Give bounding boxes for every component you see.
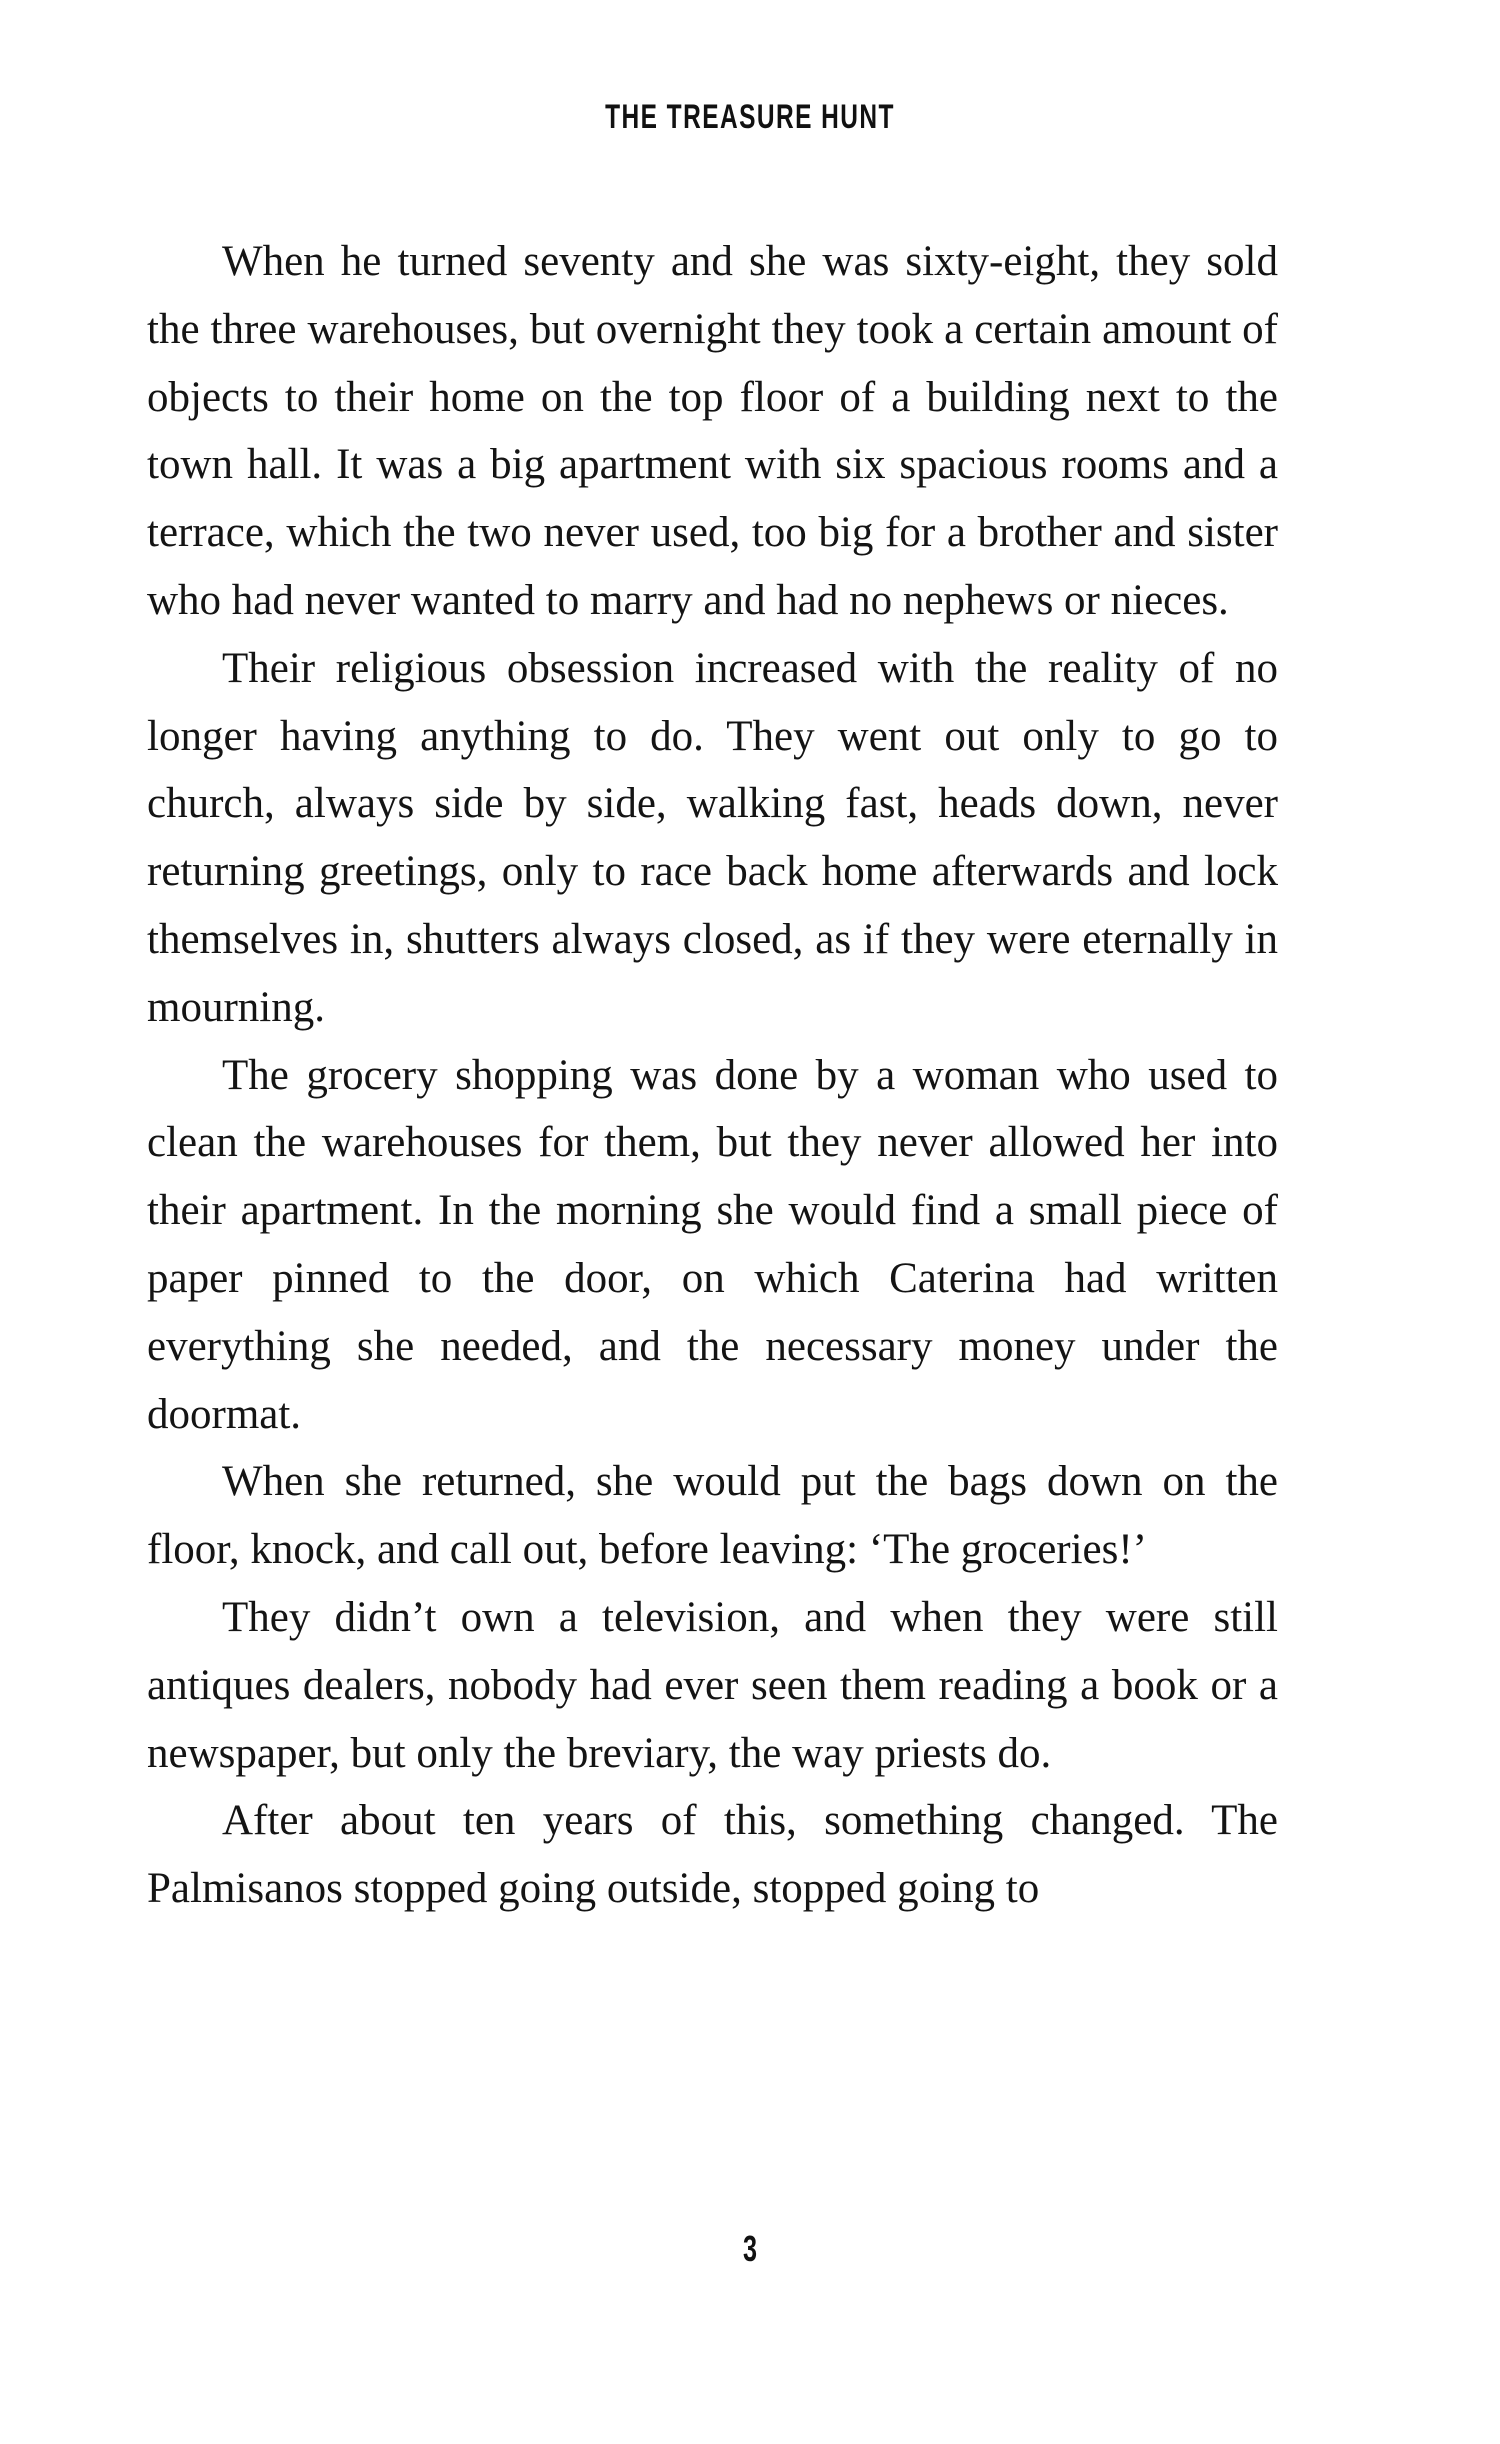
paragraph-3: The grocery shopping was done by a woman who used to clean the warehouses for them, but they never allowed her into their apartment. In the morning she would find a small piece of paper pinned to the door, on which Caterina had written everything she needed, and the necessary money under the doormat. [147, 1051, 1278, 1438]
page-number: 3 [742, 2228, 758, 2269]
paragraph-1: When he turned seventy and she was sixty-eight, they sold the three warehouses, but overnight they took a certain amount of objects to their home on the top floor of a building next to the town hall. It was a big apartment with six spacious rooms and a terrace, which the two never used, too big for a brother and sister who had never wanted to marry and had no nephews or nieces. [147, 238, 1278, 624]
running-head: THE TREASURE HUNT [605, 98, 895, 136]
paragraph-6: After about ten years of this, something changed. The Palmisanos stopped going outside, stopped going to [147, 1797, 1278, 1913]
paragraph-2: Their religious obsession increased with the reality of no longer having anything to do. They went out only to go to church, always side by side, walking fast, heads down, never returning greetings, only to race back home afterwards and lock themselves in, shutters always closed, as if they were eternally in mourning. [147, 644, 1278, 1031]
paragraph-4: When she returned, she would put the bags down on the floor, knock, and call out, before leaving: ‘The groceries!’ [147, 1458, 1278, 1574]
body-text [147, 228, 1278, 1923]
paragraph-5: They didn’t own a television, and when they were still antiques dealers, nobody had ever seen them reading a book or a newspaper, but only the breviary, the way priests do. [147, 1593, 1278, 1777]
